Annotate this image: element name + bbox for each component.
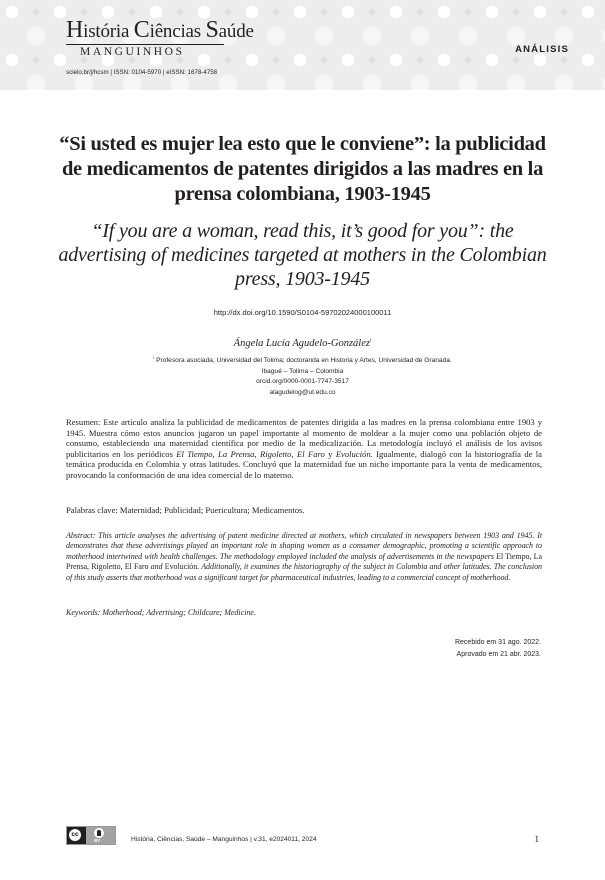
page-number: 1 bbox=[534, 834, 539, 844]
author-name bbox=[0, 338, 605, 349]
affil-sup: i bbox=[153, 355, 155, 360]
received-date: Recebido em 31 ago. 2022. bbox=[454, 639, 541, 646]
approved-date: Aprovado em 21 abr. 2023. bbox=[456, 650, 541, 658]
newspaper-upright: Evolución bbox=[164, 562, 198, 572]
logo-word: istória bbox=[83, 21, 134, 42]
abstract-text-conj: y bbox=[324, 448, 336, 459]
by-label: BY bbox=[94, 838, 101, 843]
orcid-link[interactable]: orcid.org/0000-0001-7747-3517 bbox=[256, 378, 349, 386]
journal-logo bbox=[66, 17, 254, 67]
affiliation-line bbox=[0, 353, 605, 367]
abstract-text-conj: and bbox=[148, 562, 165, 572]
logo-letter: S bbox=[205, 17, 219, 43]
abstract-spanish bbox=[66, 417, 542, 481]
keywords-spanish: Palabras clave: Maternidad; Publicidad; Puericultura; Medicamentos. bbox=[66, 505, 305, 515]
attribution-icon bbox=[94, 828, 104, 838]
abstract-text-cont: . Igualmente, dialogó con la historiografía de la temática producida en Colombia y otras latitudes. Concluyó que la maternidad fue un nicho importante para la venta de medicamentos, provocando la conformación de una idea comercial de lo materno. bbox=[66, 448, 542, 480]
logo-word: iências bbox=[149, 21, 206, 42]
submission-dates bbox=[455, 637, 541, 660]
person-icon bbox=[97, 830, 101, 836]
doi-link[interactable]: http://dx.doi.org/10.1590/S0104-59702024000100011 bbox=[213, 308, 392, 317]
logo-letter: C bbox=[133, 17, 150, 43]
logo-rule bbox=[66, 44, 224, 45]
section-label: ANÁLISIS bbox=[515, 44, 569, 55]
logo-word: aúde bbox=[218, 21, 254, 42]
cc-by-license-badge[interactable] bbox=[66, 826, 116, 845]
abstract-english bbox=[66, 531, 542, 583]
abstract-text: Resumen: Este artículo analiza la publicidad de medicamentos de patentes dirigida a las madres en la prensa colombiana entre 1903 y 1945. Muestra cómo estos anuncios jugaron un papel importante al momento de moldear a la mujer como una población objeto de consumo, estableciendo una maternidad científica por medio de la medicalización. La metodología incluyó el análisis de los avisos publicitarios en los periódicos bbox=[66, 417, 542, 459]
author-name-text: Ángela Lucía Agudelo-González bbox=[233, 338, 370, 349]
affiliation-text: Profesora asociada, Universidad del Tolima; doctoranda en Historia y Artes, Universidad de Granada. bbox=[156, 357, 452, 365]
journal-name bbox=[66, 17, 254, 44]
author-sup: i bbox=[369, 338, 372, 344]
by-block bbox=[86, 827, 115, 844]
affiliation-location: Ibagué – Tolima – Colombia bbox=[261, 367, 344, 375]
email-link[interactable]: alagudelog@ut.edu.co bbox=[269, 388, 336, 396]
abstract-text: Abstract: This article analyses the advertising of patent medicine directed at mothers, which circulated in newspapers between 1903 and 1945. It demonstrates that these advertisings played an important role in shaping women as a consumer demographic, promoting a scientific approach to motherhood intertwined with health challenges. The methodology employed included the analysis of advertisements in the newspapers bbox=[66, 531, 542, 561]
abstract-text-cont: . Additionally, it examines the historiography of the subject in Colombia and other latitudes. The conclusion of this study asserts that motherhood was a significant target for pharmaceutical industries, leading to a commercial concept of motherhood. bbox=[66, 562, 542, 582]
footer-citation: História, Ciências, Saúde – Manguinhos | v.31, e2024011, 2024 bbox=[131, 836, 317, 843]
newspapers-italic: El Tiempo, La Prensa, Rigoletto, El Faro bbox=[176, 448, 325, 459]
newspapers-upright: El Tiempo, La Prensa, Rigoletto, El Faro bbox=[66, 551, 542, 572]
title-spanish: “Si usted es mujer lea esto que le conviene”: la publicidad de medicamentos de patentes dirigidos a las madres en la prensa colombiana, 1903-1945 bbox=[59, 133, 546, 205]
journal-subtitle: MANGUINHOS bbox=[80, 46, 185, 58]
affiliation-block bbox=[0, 353, 605, 398]
newspaper-italic: Evolución bbox=[335, 448, 371, 459]
title-english: “If you are a woman, read this, it’s good for you”: the advertising of medicines targeted at mothers in the Colombian press, 1903-1945 bbox=[58, 220, 547, 290]
keywords-english: Keywords: Motherhood; Advertising; Childcare; Medicine. bbox=[66, 608, 256, 617]
issn-line: scielo.br/j/hcsm | ISSN: 0104-5970 | eISSN: 1678-4758 bbox=[66, 69, 218, 76]
cc-icon: cc bbox=[69, 829, 81, 841]
logo-letter: H bbox=[66, 17, 84, 43]
